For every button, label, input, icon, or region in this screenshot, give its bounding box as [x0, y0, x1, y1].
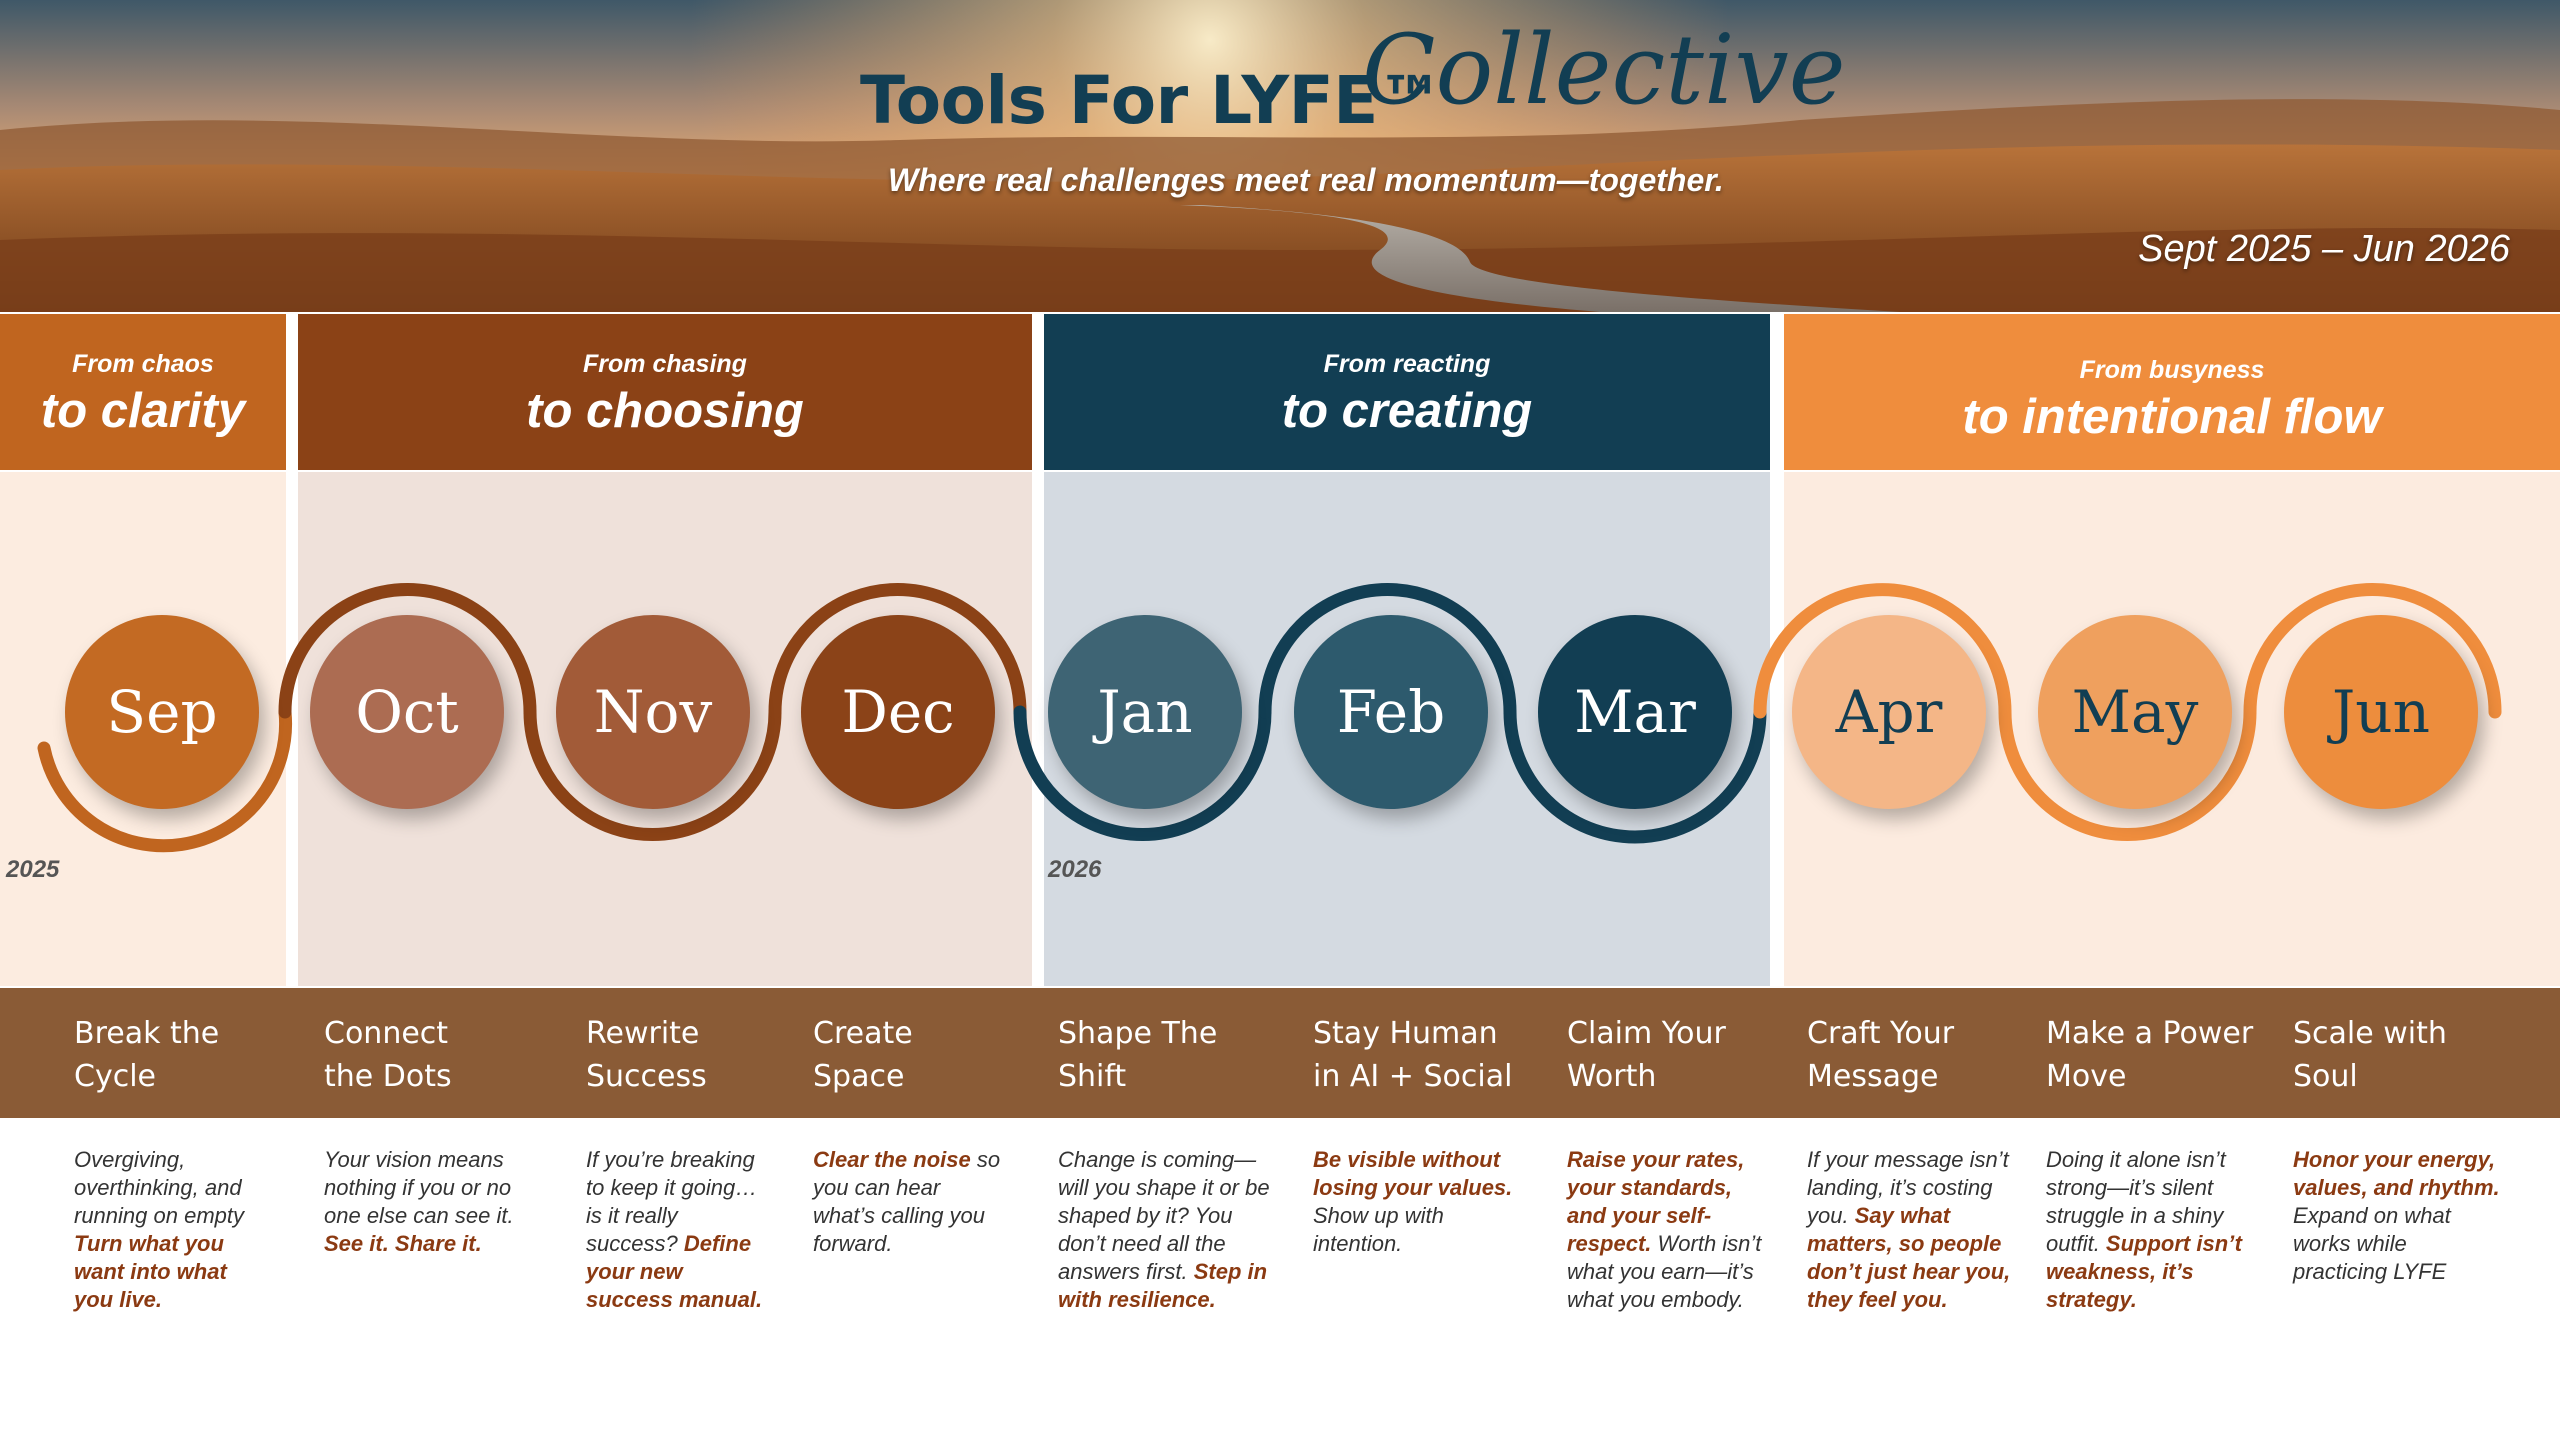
month-label: Jun: [2332, 678, 2430, 746]
year-label-2026: 2026: [1048, 856, 1102, 883]
month-circle-nov: [556, 615, 750, 809]
description-highlight: Define your new success manual.: [586, 1231, 763, 1312]
program-title: Tools For LYFE™: [860, 62, 1444, 139]
theme-title-mar: Claim Your Worth: [1567, 1016, 1726, 1094]
description-text: Worth isn’t what you earn—it’s what you embody.: [1567, 1231, 1762, 1312]
month-circle-feb: [1294, 615, 1488, 809]
month-label: Dec: [841, 678, 955, 746]
description-highlight: Clear the noise: [813, 1147, 971, 1172]
description-highlight: Turn what you want into what you live.: [74, 1231, 227, 1312]
theme-description-sep: [74, 1146, 264, 1314]
theme-title-nov: Rewrite Success: [586, 1016, 707, 1094]
description-highlight: Support isn’t weakness, it’s strategy.: [2046, 1231, 2242, 1312]
month-label: Sep: [106, 678, 218, 746]
description-text: so you can hear what’s calling you forward.: [813, 1147, 1001, 1256]
description-text: Change is coming—will you shape it or be shaped by it? You don’t need all the answers first.: [1058, 1147, 1270, 1284]
theme-title-may: Make a Power Move: [2046, 1016, 2254, 1094]
theme-title-apr: Craft Your Message: [1807, 1016, 1955, 1094]
phase-to-label: to clarity: [40, 384, 246, 438]
month-circle-jun: [2284, 615, 2478, 809]
month-label: Oct: [355, 678, 459, 746]
description-text: Your vision means nothing if you or no one else can see it.: [324, 1147, 514, 1228]
theme-description-apr: [1807, 1146, 2017, 1314]
description-text: If you’re breaking to keep it going… is it really success?: [586, 1147, 758, 1256]
description-text: Expand on what works while practicing LYFE: [2293, 1203, 2451, 1284]
month-circle-apr: [1792, 615, 1986, 809]
description-text: If your message isn’t landing, it’s costing you.: [1807, 1147, 2009, 1228]
phase-to-label: to intentional flow: [1962, 390, 2382, 444]
month-circle-dec: [801, 615, 995, 809]
theme-description-feb: [1313, 1146, 1513, 1258]
theme-title-jan: Shape The Shift: [1058, 1016, 1218, 1094]
theme-title-dec: Create Space: [813, 1016, 913, 1094]
month-circle-oct: [310, 615, 504, 809]
description-text: Overgiving, overthinking, and running on empty: [74, 1147, 244, 1228]
phase-from-label: From chaos: [72, 350, 214, 378]
theme-title-feb: Stay Human in AI + Social: [1313, 1016, 1513, 1094]
description-text: Doing it alone isn’t strong—it’s silent struggle in a shiny outfit.: [2046, 1147, 2226, 1256]
month-circle-may: [2038, 615, 2232, 809]
theme-title-jun: Scale with Soul: [2293, 1016, 2447, 1094]
theme-title-sep: Break the Cycle: [74, 1016, 220, 1094]
theme-title-oct: Connect the Dots: [324, 1016, 452, 1094]
month-label: Feb: [1336, 678, 1446, 746]
description-highlight: Honor your energy, values, and rhythm.: [2293, 1147, 2500, 1200]
description-highlight: See it. Share it.: [324, 1231, 482, 1256]
theme-description-jun: [2293, 1146, 2503, 1286]
theme-description-mar: [1567, 1146, 1777, 1314]
theme-description-nov: [586, 1146, 766, 1314]
phase-from-label: From busyness: [2079, 356, 2265, 384]
theme-description-oct: [324, 1146, 534, 1258]
theme-description-jan: [1058, 1146, 1280, 1314]
month-label: Nov: [593, 678, 713, 746]
theme-description-dec: [813, 1146, 1003, 1258]
month-circle-mar: [1538, 615, 1732, 809]
description-highlight: Be visible without losing your values.: [1313, 1147, 1513, 1200]
theme-description-may: [2046, 1146, 2246, 1314]
year-label-2025: 2025: [6, 856, 60, 883]
description-highlight: Raise your rates, your standards, and your self-respect.: [1567, 1147, 1745, 1256]
phase-from-label: From reacting: [1323, 350, 1491, 378]
description-text: Show up with intention.: [1313, 1203, 1444, 1256]
program-tagline: Where real challenges meet real momentum—together.: [888, 162, 1724, 198]
phase-to-label: to creating: [1281, 384, 1533, 438]
month-label: Apr: [1835, 678, 1943, 746]
program-script-title: Collective: [1362, 14, 1846, 126]
description-highlight: Step in with resilience.: [1058, 1259, 1268, 1312]
phase-from-label: From chasing: [583, 350, 747, 378]
phase-to-label: to choosing: [526, 384, 804, 438]
month-circle-jan: [1048, 615, 1242, 809]
month-label: Mar: [1574, 678, 1696, 746]
description-highlight: Say what matters, so people don’t just hear you, they feel you.: [1807, 1203, 2011, 1312]
month-label: Jan: [1097, 678, 1193, 746]
month-circle-sep: [65, 615, 259, 809]
month-label: May: [2071, 678, 2199, 746]
program-date-range: Sept 2025 – Jun 2026: [2138, 228, 2510, 270]
